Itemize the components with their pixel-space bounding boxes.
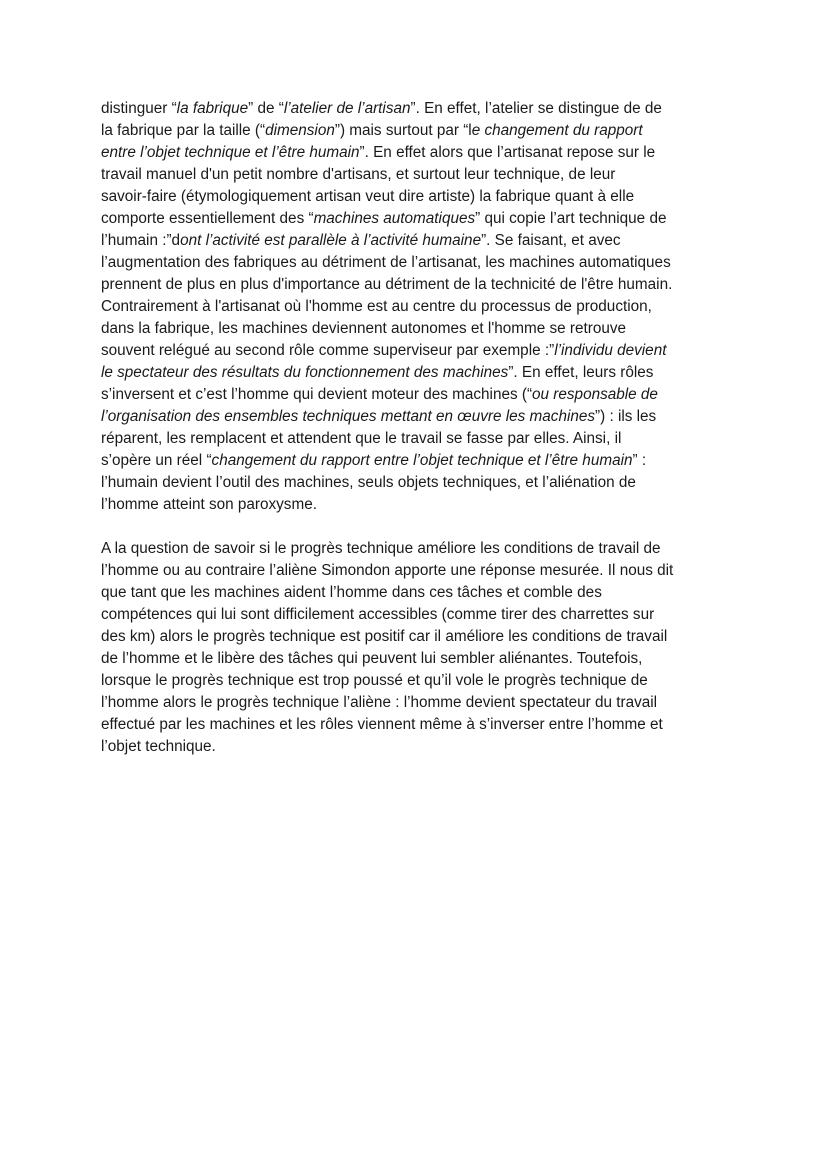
text-line [101,186,741,208]
text-line [101,142,741,164]
text-segment: ”) : ils les [595,408,657,425]
paragraph-2 [101,538,741,758]
text-line [101,560,741,582]
text-segment: ”. En effet, l’atelier se distingue de de [410,100,662,117]
text-line [101,736,741,758]
text-line [101,362,741,384]
text-line [101,494,741,516]
text-line [101,538,741,560]
text-line [101,604,741,626]
text-line [101,274,741,296]
text-segment: l’humain devient l’outil des machines, seuls objets techniques, et l’aliénation de [101,474,636,491]
italic-quote-text: l’individu devient [554,342,667,359]
text-segment: ”. En effet, leurs rôles [508,364,654,381]
text-line [101,582,741,604]
text-segment: l’humain :”d [101,232,181,249]
italic-quote-text: changement du rapport entre l’objet technique et l’être humain [211,452,633,469]
text-segment: distinguer “ [101,100,177,117]
text-segment: l’homme alors le progrès technique l’aliène : l’homme devient spectateur du travail [101,694,658,711]
text-segment: l’augmentation des fabriques au détriment de l’artisanat, les machines automatiques [101,254,671,271]
text-segment: ” : [632,452,647,469]
text-line [101,406,741,428]
text-segment: ”. Se faisant, et avec [481,232,621,249]
text-line [101,648,741,670]
text-line [101,98,741,120]
text-line [101,472,741,494]
text-segment: s’opère un réel “ [101,452,212,469]
text-segment: de l’homme et le libère des tâches qui peuvent lui sembler aliénantes. Toutefois, [101,650,643,667]
text-segment: savoir-faire (étymologiquement artisan veut dire artiste) la fabrique quant à elle [101,188,635,205]
text-segment: Contrairement à l'artisanat où l'homme est au centre du processus de production, [101,298,652,315]
document-page [101,98,741,758]
text-segment: souvent relégué au second rôle comme superviseur par exemple :” [101,342,555,359]
text-segment: A la question de savoir si le progrès technique améliore les conditions de travail de [101,540,661,557]
text-line [101,120,741,142]
text-segment: ”) mais surtout par “l [334,122,472,139]
text-segment: comporte essentiellement des “ [101,210,314,227]
text-segment: ” qui copie l’art technique de [475,210,667,227]
text-line [101,428,741,450]
italic-quote-text: dimension [265,122,335,139]
italic-quote-text: entre l’objet technique et l’être humain [101,144,360,161]
text-line [101,450,741,472]
text-segment: des km) alors le progrès technique est positif car il améliore les conditions de travail [101,628,668,645]
italic-quote-text: ou responsable de [532,386,658,403]
text-segment: travail manuel d'un petit nombre d'artisans, et surtout leur technique, de leur [101,166,616,183]
paragraph-1 [101,98,741,516]
text-line [101,318,741,340]
italic-quote-text: machines automatiques [313,210,476,227]
text-segment: l’homme ou au contraire l’aliène Simondon apporte une réponse mesurée. Il nous dit [101,562,674,579]
text-segment: effectué par les machines et les rôles viennent même à s’inverser entre l’homme et [101,716,663,733]
text-segment: ” de “ [248,100,284,117]
text-line [101,670,741,692]
text-line [101,164,741,186]
text-line [101,208,741,230]
text-line [101,714,741,736]
text-line [101,384,741,406]
text-segment: dans la fabrique, les machines deviennent autonomes et l'homme se retrouve [101,320,627,337]
text-line [101,296,741,318]
text-segment: réparent, les remplacent et attendent que le travail se fasse par elles. Ainsi, il [101,430,622,447]
italic-quote-text: l’organisation des ensembles techniques mettant en œuvre les machines [101,408,596,425]
text-line [101,230,741,252]
italic-quote-text: la fabrique [176,100,249,117]
text-line [101,692,741,714]
text-segment: s’inversent et c’est l’homme qui devient moteur des machines (“ [101,386,533,403]
italic-quote-text: ont l’activité est parallèle à l’activité humaine [180,232,482,249]
text-segment: lorsque le progrès technique est trop poussé et qu’il vole le progrès technique de [101,672,648,689]
text-line [101,252,741,274]
text-segment: l’objet technique. [101,738,216,755]
text-segment: compétences qui lui sont difficilement accessibles (comme tirer des charrettes sur [101,606,655,623]
text-segment: ”. En effet alors que l’artisanat repose sur le [359,144,656,161]
text-line [101,626,741,648]
italic-quote-text: e changement du rapport [471,122,643,139]
text-line [101,340,741,362]
text-segment: que tant que les machines aident l’homme dans ces tâches et comble des [101,584,602,601]
italic-quote-text: l’atelier de l’artisan [283,100,411,117]
italic-quote-text: le spectateur des résultats du fonctionnement des machines [101,364,509,381]
text-segment: prennent de plus en plus d'importance au détriment de la technicité de l'être humain. [101,276,673,293]
text-segment: la fabrique par la taille (“ [101,122,266,139]
text-segment: l’homme atteint son paroxysme. [101,496,317,513]
